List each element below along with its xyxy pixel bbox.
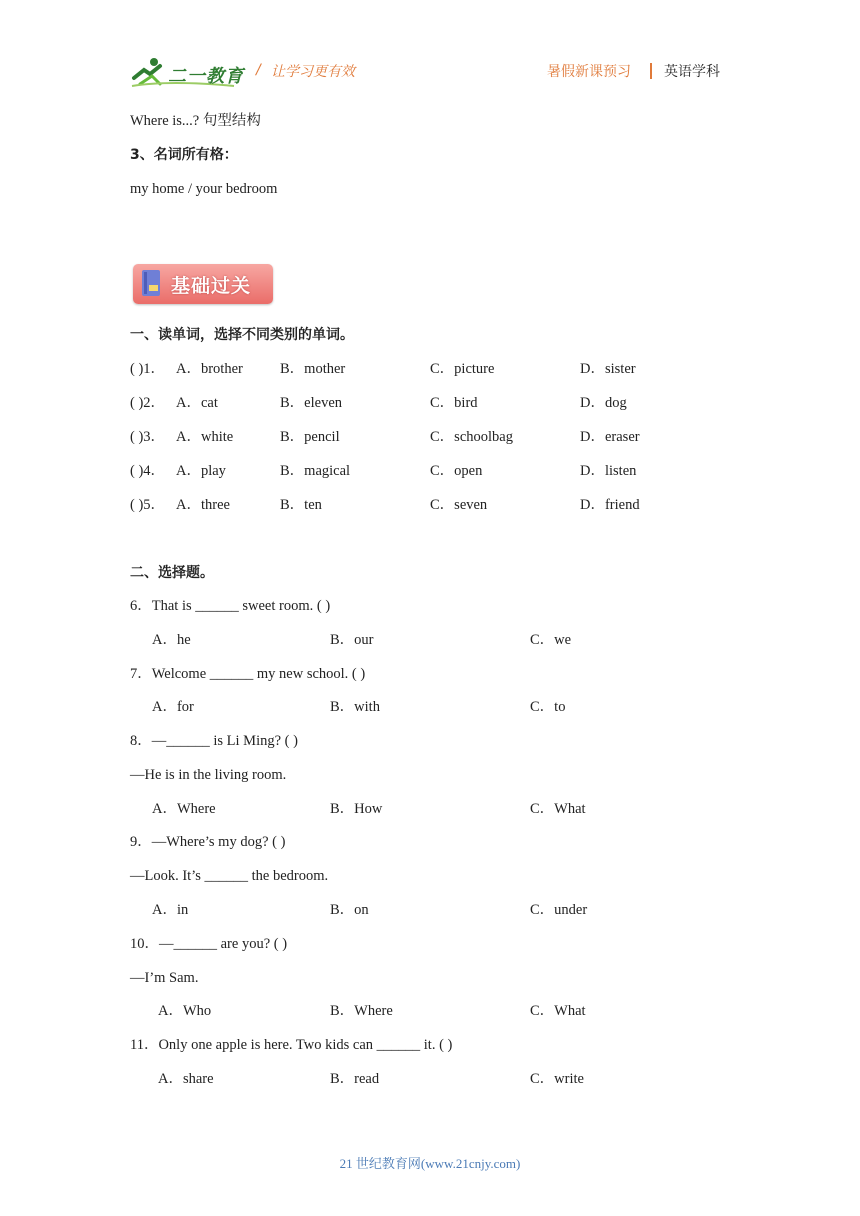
q10-option-a: A．Who	[158, 1003, 212, 1019]
q9-option-b: B．on	[330, 902, 369, 918]
q3-option-b: B．pencil	[280, 429, 340, 445]
q8-stem: 8．—______ is Li Ming? ( )	[130, 733, 298, 749]
q5-option-b: B．ten	[280, 497, 322, 513]
header-subject-label: 英语学科	[664, 64, 720, 80]
q11-option-b: B．read	[330, 1071, 380, 1087]
q6-option-c: C．we	[530, 632, 572, 648]
q4-option-b: B．magical	[280, 463, 351, 479]
badge-label: 基础过关	[171, 275, 252, 297]
q9-stem: 9．—Where’s my dog? ( )	[130, 834, 286, 850]
slogan: 让学习更有效	[271, 64, 355, 80]
q2-option-b: B．eleven	[280, 395, 343, 411]
q3-option-c: C．schoolbag	[430, 429, 513, 445]
intro-line-1: Where is...? 句型结构	[130, 113, 261, 129]
q4-option-a: A．play	[176, 463, 226, 479]
logo-text: 二一教育	[168, 66, 244, 87]
q3-option-a: A．white	[176, 429, 234, 445]
q4-option-d: D．listen	[580, 463, 637, 479]
q10-stem: 10．—______ are you? ( )	[130, 936, 288, 952]
q2-option-d: D．dog	[580, 395, 627, 411]
q1-prefix: ( )1．	[130, 361, 166, 377]
q3-option-d: D．eraser	[580, 429, 640, 445]
header-divider	[650, 63, 652, 79]
q4-option-c: C．open	[430, 463, 483, 479]
q7-option-c: C．to	[530, 699, 566, 715]
q6-option-b: B．our	[330, 632, 374, 648]
header-course-label: 暑假新课预习	[547, 64, 631, 80]
q9-reply: —Look. It’s ______ the bedroom.	[130, 868, 329, 884]
q8-option-b: B．How	[330, 801, 383, 817]
section1-heading: 一、读单词，选择不同类别的单词。	[130, 327, 354, 343]
q8-reply: —He is in the living room.	[130, 767, 287, 783]
intro-line-2: my home / your bedroom	[130, 181, 278, 197]
q6-stem: 6．That is ______ sweet room. ( )	[130, 598, 331, 614]
book-icon	[140, 269, 162, 298]
q1-option-a: A．brother	[176, 361, 243, 377]
section2-heading: 二、选择题。	[130, 565, 214, 581]
q5-option-a: A．three	[176, 497, 230, 513]
q6-option-a: A．he	[152, 632, 191, 648]
q1-option-d: D．sister	[580, 361, 636, 377]
q11-option-a: A．share	[158, 1071, 214, 1087]
q3-prefix: ( )3．	[130, 429, 166, 445]
q7-stem: 7．Welcome ______ my new school. ( )	[130, 666, 366, 682]
slogan-separator: /	[256, 62, 261, 78]
q10-option-b: B．Where	[330, 1003, 393, 1019]
q4-prefix: ( )4．	[130, 463, 166, 479]
q5-prefix: ( )5．	[130, 497, 166, 513]
q8-option-c: C．What	[530, 801, 586, 817]
q1-option-b: B．mother	[280, 361, 346, 377]
q2-option-a: A．cat	[176, 395, 218, 411]
q9-option-a: A．in	[152, 902, 189, 918]
q10-option-c: C．What	[530, 1003, 586, 1019]
q7-option-b: B．with	[330, 699, 380, 715]
q5-option-c: C．seven	[430, 497, 488, 513]
q7-option-a: A．for	[152, 699, 194, 715]
q1-option-c: C．picture	[430, 361, 495, 377]
q9-option-c: C．under	[530, 902, 588, 918]
q11-option-c: C．write	[530, 1071, 584, 1087]
footer-link[interactable]: 21 世纪教育网(www.21cnjy.com)	[339, 1156, 521, 1171]
q10-reply: —I’m Sam.	[130, 970, 199, 986]
q11-stem: 11．Only one apple is here. Two kids can ______ it. ( )	[130, 1037, 453, 1053]
q2-prefix: ( )2．	[130, 395, 166, 411]
q5-option-d: D．friend	[580, 497, 640, 513]
q2-option-c: C．bird	[430, 395, 478, 411]
q8-option-a: A．Where	[152, 801, 216, 817]
intro-heading-3: 3、名词所有格：	[130, 147, 238, 163]
section-badge	[133, 264, 273, 304]
